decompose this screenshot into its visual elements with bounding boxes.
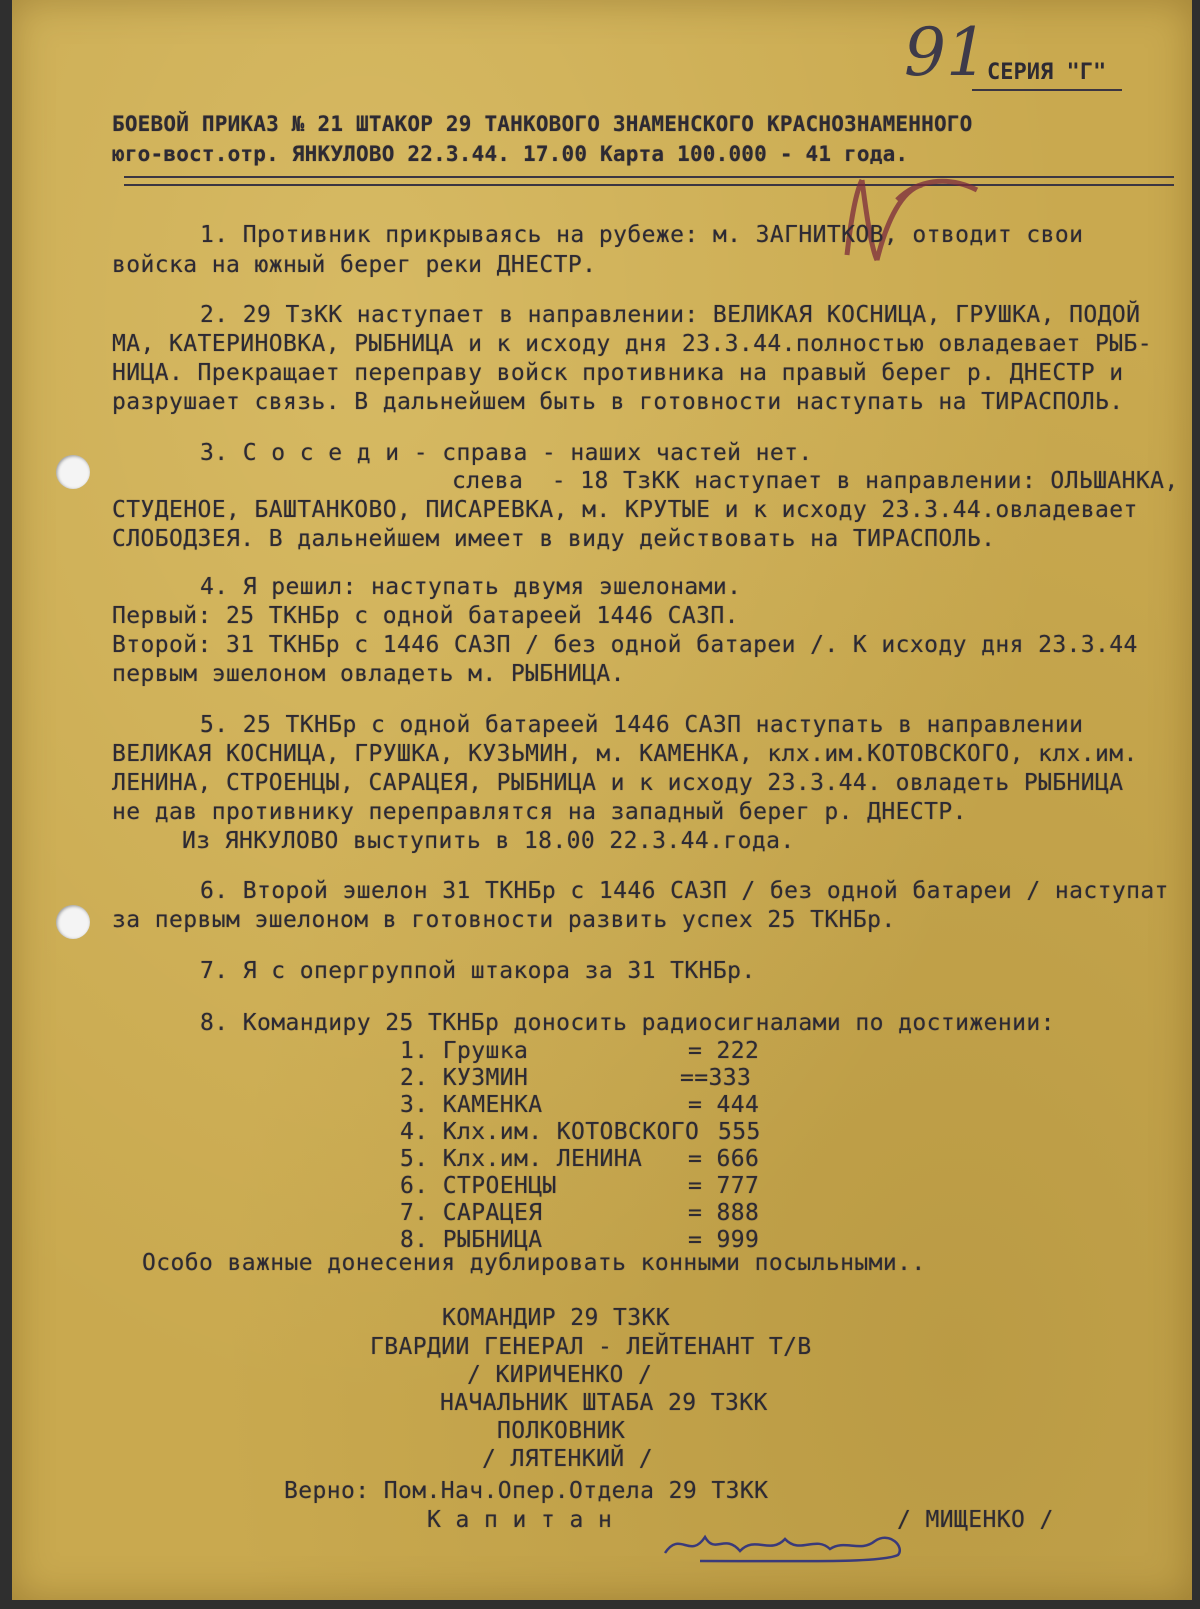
document-sheet [12, 0, 1192, 1600]
code-value: = 444 [688, 1092, 760, 1118]
paragraph-7: 7. Я с опергруппой штакора за 31 ТКНБр. [200, 958, 756, 984]
paragraph-4-line: первым эшелоном овладеть м. РЫБНИЦА. [112, 661, 625, 687]
commander-rank: ГВАРДИИ ГЕНЕРАЛ - ЛЕЙТЕНАНТ Т/В [370, 1334, 812, 1360]
captain-rank: К а п и т а н [427, 1507, 613, 1533]
punch-hole [56, 455, 90, 489]
closing-note: Особо важные донесения дублировать конными посыльными.. [142, 1250, 926, 1276]
commander-title: КОМАНДИР 29 ТЗКК [442, 1305, 670, 1331]
paragraph-1-line: 1. Противник прикрываясь на рубеже: м. ЗАГНИТКОВ, отводит свои [200, 222, 1084, 248]
verified-line: Верно: Пом.Нач.Опер.Отдела 29 ТЗКК [284, 1478, 769, 1504]
code-location: 8. РЫБНИЦА [400, 1227, 543, 1253]
paragraph-6-line: за первым эшелоном в готовности развить успех 25 ТКНБр. [112, 907, 896, 933]
chief-rank: ПОЛКОВНИК [497, 1418, 626, 1444]
archive-mark: 91 [904, 14, 988, 91]
code-location: 6. СТРОЕНЦЫ [400, 1173, 557, 1199]
signal-code-row [400, 1038, 820, 1065]
chief-title: НАЧАЛЬНИК ШТАБА 29 ТЗКК [440, 1390, 768, 1416]
paragraph-5-line: ЛЕНИНА, СТРОЕНЦЫ, САРАЦЕЯ, РЫБНИЦА и к исходу 23.3.44. овладеть РЫБНИЦА [112, 770, 1124, 796]
paragraph-4-line: Второй: 31 ТКНБр с 1446 САЗП / без одной батареи /. К исходу дня 23.3.44 [112, 632, 1138, 658]
paragraph-5-line: 5. 25 ТКНБр с одной батареей 1446 САЗП наступать в направлении [200, 712, 1084, 738]
code-value: 555 [718, 1119, 761, 1145]
code-value: ==333 [680, 1065, 752, 1091]
code-location: 3. КАМЕНКА [400, 1092, 543, 1118]
paragraph-5-line: ВЕЛИКАЯ КОСНИЦА, ГРУШКА, КУЗЬМИН, м. КАМЕНКА, клх.им.КОТОВСКОГО, клх.им. [112, 741, 1138, 767]
code-value: = 777 [688, 1173, 760, 1199]
code-value: = 999 [688, 1227, 760, 1253]
code-value: = 222 [688, 1038, 760, 1064]
signal-code-list [400, 1038, 820, 1268]
series-label: СЕРИЯ "Г" [987, 60, 1107, 85]
signal-code-row [400, 1173, 820, 1200]
captain-name: / МИЩЕНКО / [897, 1507, 1054, 1533]
paragraph-4-line: 4. Я решил: наступать двумя эшелонами. [200, 574, 742, 600]
code-location: 2. КУЗМИН [400, 1065, 529, 1091]
order-title: БОЕВОЙ ПРИКАЗ № 21 ШТАКОР 29 ТАНКОВОГО ЗНАМЕНСКОГО КРАСНОЗНАМЕННОГО [112, 112, 973, 136]
resolution-mark [827, 160, 997, 280]
paragraph-8: 8. Командиру 25 ТКНБр доносить радиосигналами по достижении: [200, 1010, 1055, 1036]
code-value: = 666 [688, 1146, 760, 1172]
paragraph-2-line: разрушает связь. В дальнейшем быть в готовности наступать на ТИРАСПОЛЬ. [112, 389, 1124, 415]
signal-code-row [400, 1119, 820, 1146]
code-location: 4. Клх.им. КОТОВСКОГО [400, 1119, 700, 1145]
handwritten-signature [660, 1525, 910, 1565]
paragraph-5-line: Из ЯНКУЛОВО выступить в 18.00 22.3.44.года. [182, 828, 795, 854]
paragraph-2-line: 2. 29 ТзКК наступает в направлении: ВЕЛИКАЯ КОСНИЦА, ГРУШКА, ПОДОЙ [200, 302, 1141, 328]
code-location: 5. Клх.им. ЛЕНИНА [400, 1146, 643, 1172]
signal-code-row [400, 1092, 820, 1119]
paragraph-3-line: СТУДЕНОЕ, БАШТАНКОВО, ПИСАРЕВКА, м. КРУТЫЕ и к исходу 23.3.44.овладевает [112, 497, 1138, 523]
signal-code-row [400, 1146, 820, 1173]
paragraph-1-line: войска на южный берег реки ДНЕСТР. [112, 252, 597, 278]
paragraph-3-line: СЛОБОДЗЕЯ. В дальнейшем имеет в виду действовать на ТИРАСПОЛЬ. [112, 526, 996, 552]
paragraph-4-line: Первый: 25 ТКНБр с одной батареей 1446 САЗП. [112, 603, 739, 629]
code-value: = 888 [688, 1200, 760, 1226]
paragraph-3-line: слева - 18 ТзКК наступает в направлении: ОЛЬШАНКА, [452, 468, 1179, 494]
signal-code-row [400, 1065, 820, 1092]
order-subtitle: юго-вост.отр. ЯНКУЛОВО 22.3.44. 17.00 Карта 100.000 - 41 года. [112, 142, 909, 166]
paragraph-6-line: 6. Второй эшелон 31 ТКНБр с 1446 САЗП / без одной батареи / наступат [200, 878, 1169, 904]
commander-name: / КИРИЧЕНКО / [467, 1362, 653, 1388]
paragraph-2-line: НИЦА. Прекращает переправу войск противника на правый берег р. ДНЕСТР и [112, 360, 1124, 386]
code-location: 1. Грушка [400, 1038, 529, 1064]
code-location: 7. САРАЦЕЯ [400, 1200, 543, 1226]
paragraph-3-line: 3. С о с е д и - справа - наших частей нет. [200, 440, 813, 466]
header-separator [124, 176, 1174, 186]
paragraph-5-line: не дав противнику переправлятся на западный берег р. ДНЕСТР. [112, 799, 967, 825]
signal-code-row [400, 1200, 820, 1227]
paragraph-2-line: МА, КАТЕРИНОВКА, РЫБНИЦА и к исходу дня 23.3.44.полностью овладевает РЫБ- [112, 331, 1153, 357]
chief-name: / ЛЯТЕНКИЙ / [482, 1446, 653, 1472]
punch-hole [56, 905, 90, 939]
